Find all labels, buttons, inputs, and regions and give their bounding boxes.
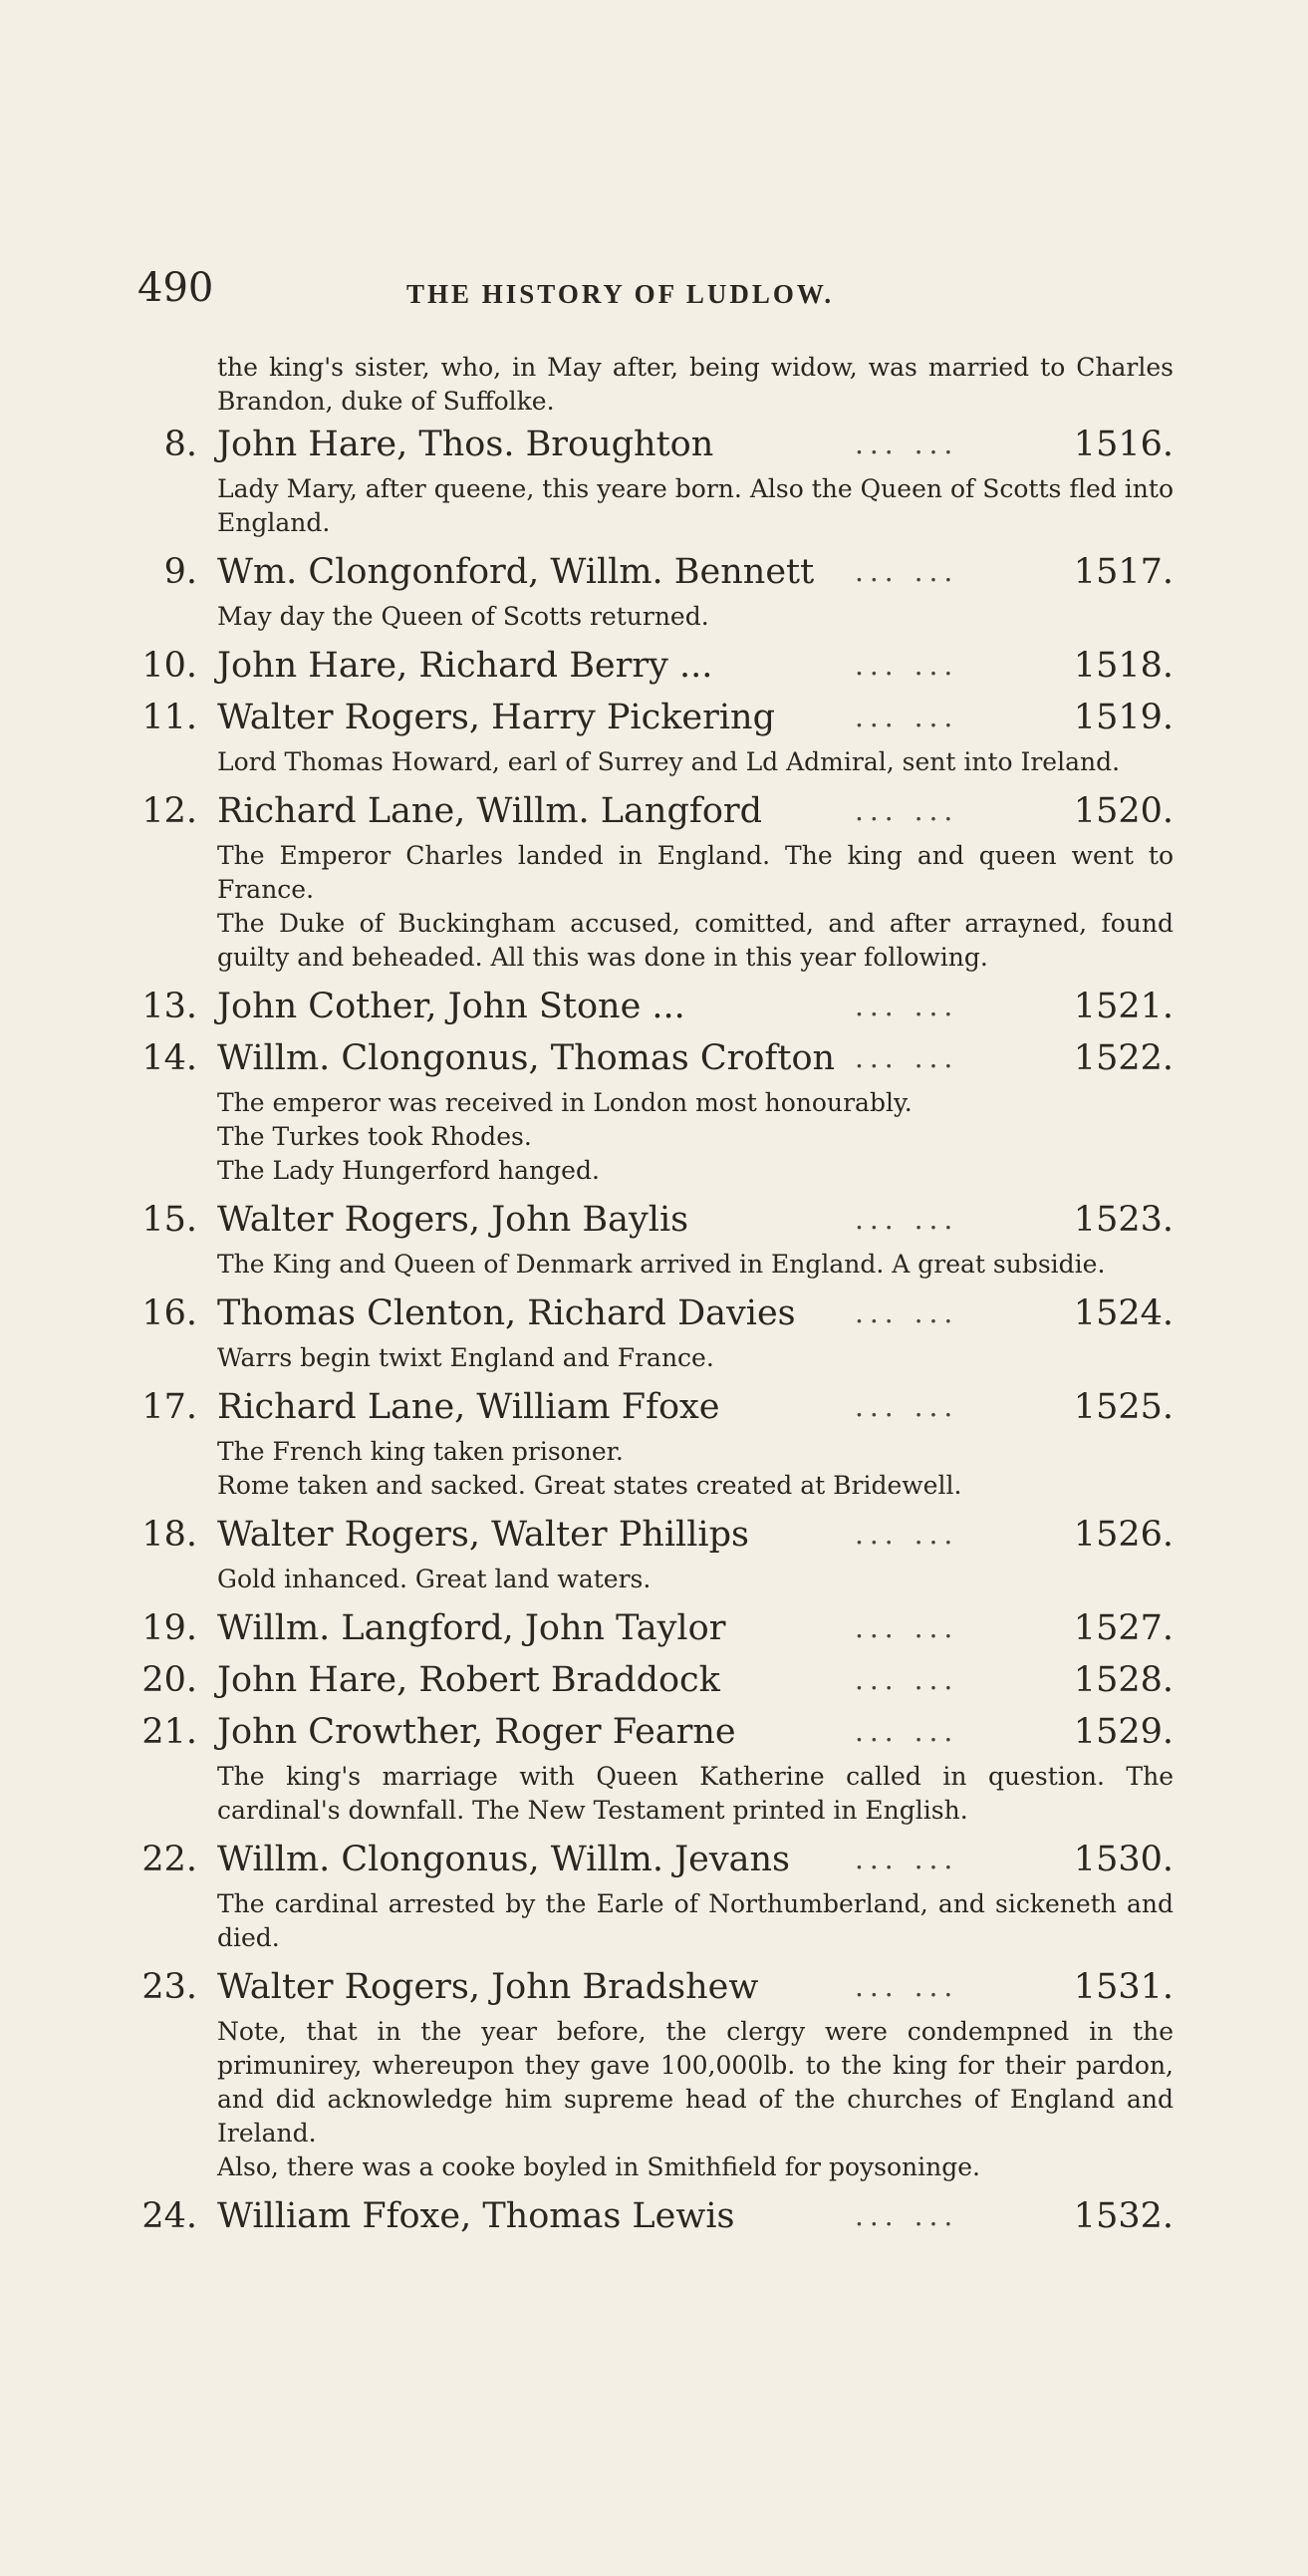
chronicle-entry xyxy=(137,546,1174,598)
chronicle-entry xyxy=(137,785,1174,837)
entry-year: 1518. xyxy=(1073,646,1174,686)
chronicle-entry xyxy=(137,1961,1174,2013)
chronicle-entry xyxy=(137,1288,1174,1339)
entry-names: William Ffoxe, Thomas Lewis xyxy=(217,2196,735,2236)
chronicle-entry xyxy=(137,1602,1174,1654)
entry-names: Walter Rogers, Harry Pickering xyxy=(217,698,775,737)
entry-leader-dots: ... ... xyxy=(855,428,959,460)
entry-note-text: The cardinal arrested by the Earle of Northumberland, and sickeneth and died. xyxy=(217,1889,1174,1952)
entry-year: 1526. xyxy=(1073,1515,1174,1555)
chronicle-entry xyxy=(137,692,1174,743)
entry-number: 23. xyxy=(141,1967,197,2007)
entry-names: John Crowther, Roger Fearne xyxy=(217,1712,736,1752)
chronicle-entry xyxy=(137,1509,1174,1561)
entry-note-text: The King and Queen of Denmark arrived in England. A great subsidie. xyxy=(217,1250,1106,1279)
entry-note xyxy=(217,1887,1174,1955)
entry-leader-dots: ... ... xyxy=(855,1203,959,1236)
entry-names: Wm. Clongonford, Willm. Bennett xyxy=(217,552,815,592)
entry-year: 1528. xyxy=(1073,1660,1174,1700)
chronicle-entry xyxy=(137,2190,1174,2242)
entry-note-text: The French king taken prisoner. xyxy=(217,1437,624,1466)
entry-year: 1525. xyxy=(1073,1387,1174,1427)
entry-note-text: Rome taken and sacked. Great states created at Bridewell. xyxy=(217,1471,962,1500)
entry-year: 1523. xyxy=(1073,1200,1174,1240)
chronicle-entry xyxy=(137,640,1174,692)
entry-leader-dots: ... ... xyxy=(855,555,959,588)
entry-note xyxy=(217,1435,1174,1503)
entry-names: John Hare, Richard Berry ... xyxy=(217,646,713,686)
entry-note-text: Also, there was a cooke boyled in Smithfield for poysoninge. xyxy=(217,2152,980,2181)
entry-note xyxy=(217,745,1174,779)
entry-number: 19. xyxy=(141,1608,197,1648)
chronicle-entry xyxy=(137,419,1174,470)
entry-note-text: Lord Thomas Howard, earl of Surrey and Ld Admiral, sent into Ireland. xyxy=(217,747,1121,776)
entry-note-text: The Lady Hungerford hanged. xyxy=(217,1156,600,1185)
entry-names: John Hare, Robert Braddock xyxy=(217,1660,720,1700)
chronicle-entry xyxy=(137,1194,1174,1246)
entry-year: 1531. xyxy=(1073,1967,1174,2007)
entry-note-text: The king's marriage with Queen Katherine called in question. The cardinal's downfall. The New Testament printed in English. xyxy=(217,1762,1174,1825)
running-title: THE HISTORY OF LUDLOW. xyxy=(406,279,835,309)
entry-note xyxy=(217,1248,1174,1282)
chronicle-entry xyxy=(137,1834,1174,1885)
entry-year: 1516. xyxy=(1073,425,1174,464)
entry-names: Walter Rogers, John Bradshew xyxy=(217,1967,759,2007)
entry-names: Richard Lane, Willm. Langford xyxy=(217,791,763,831)
entry-number: 13. xyxy=(141,987,197,1026)
page-header xyxy=(137,265,1174,325)
entry-note xyxy=(217,1563,1174,1596)
chronicle-entry xyxy=(137,981,1174,1032)
entry-year: 1529. xyxy=(1073,1712,1174,1752)
entry-leader-dots: ... ... xyxy=(855,1663,959,1696)
entry-leader-dots: ... ... xyxy=(855,1390,959,1423)
entry-note-text: The Duke of Buckingham accused, comitted, and after arrayned, found guilty and beheaded. All this was done in this year following. xyxy=(217,909,1174,972)
entry-leader-dots: ... ... xyxy=(855,990,959,1022)
entry-number: 15. xyxy=(141,1200,197,1240)
entry-number: 14. xyxy=(141,1038,197,1078)
intro-note xyxy=(217,351,1174,419)
entry-leader-dots: ... ... xyxy=(855,701,959,733)
entry-leader-dots: ... ... xyxy=(855,1715,959,1748)
entry-note-text: Note, that in the year before, the clergy were condempned in the primunirey, whereupon they gave 100,000lb. to the king for their pardon, and did acknowledge him supreme head of the churches of England and Ireland. xyxy=(217,2017,1174,2147)
entry-note-text: The emperor was received in London most honourably. xyxy=(217,1088,913,1117)
entry-names: Willm. Clongonus, Willm. Jevans xyxy=(217,1840,791,1879)
chronicle-entry xyxy=(137,1654,1174,1706)
entry-year: 1530. xyxy=(1073,1840,1174,1879)
entry-year: 1522. xyxy=(1073,1038,1174,1078)
entry-note-text: Warrs begin twixt England and France. xyxy=(217,1343,714,1372)
entry-number: 20. xyxy=(141,1660,197,1700)
entry-leader-dots: ... ... xyxy=(855,1518,959,1551)
entry-note xyxy=(217,472,1174,540)
entry-leader-dots: ... ... xyxy=(855,1611,959,1644)
entry-names: Willm. Langford, John Taylor xyxy=(217,1608,726,1648)
entry-year: 1521. xyxy=(1073,987,1174,1026)
entry-names: John Hare, Thos. Broughton xyxy=(217,425,714,464)
entry-note-text: May day the Queen of Scotts returned. xyxy=(217,602,709,631)
entry-number: 10. xyxy=(141,646,197,686)
entry-note-text: The Emperor Charles landed in England. The king and queen went to France. xyxy=(217,841,1174,904)
entry-number: 16. xyxy=(141,1293,197,1333)
entry-names: Richard Lane, William Ffoxe xyxy=(217,1387,720,1427)
entry-note-text: Gold inhanced. Great land waters. xyxy=(217,1565,652,1593)
entry-number: 24. xyxy=(141,2196,197,2236)
entry-year: 1527. xyxy=(1073,1608,1174,1648)
entry-note-text: The Turkes took Rhodes. xyxy=(217,1122,532,1151)
page-number: 490 xyxy=(137,265,214,311)
entry-note xyxy=(217,2015,1174,2184)
entry-year: 1517. xyxy=(1073,552,1174,592)
entry-note xyxy=(217,839,1174,975)
entry-note xyxy=(217,600,1174,634)
entry-number: 9. xyxy=(163,552,197,592)
entry-year: 1520. xyxy=(1073,791,1174,831)
chronicle-list xyxy=(137,351,1174,2242)
entry-names: Walter Rogers, John Baylis xyxy=(217,1200,689,1240)
entry-note xyxy=(217,1760,1174,1828)
entry-leader-dots: ... ... xyxy=(855,649,959,682)
entry-number: 11. xyxy=(141,698,197,737)
entry-number: 21. xyxy=(141,1712,197,1752)
entry-year: 1524. xyxy=(1073,1293,1174,1333)
chronicle-entry xyxy=(137,1706,1174,1758)
entry-note xyxy=(217,1086,1174,1188)
entry-year: 1519. xyxy=(1073,698,1174,737)
entry-leader-dots: ... ... xyxy=(855,1041,959,1074)
entry-leader-dots: ... ... xyxy=(855,1970,959,2003)
entry-names: Walter Rogers, Walter Phillips xyxy=(217,1515,749,1555)
entry-leader-dots: ... ... xyxy=(855,1843,959,1875)
entry-leader-dots: ... ... xyxy=(855,2199,959,2232)
entry-number: 8. xyxy=(163,425,197,464)
entry-names: Thomas Clenton, Richard Davies xyxy=(217,1293,796,1333)
chronicle-entry xyxy=(137,1032,1174,1084)
entry-leader-dots: ... ... xyxy=(855,794,959,827)
entry-number: 12. xyxy=(141,791,197,831)
entry-names: John Cother, John Stone ... xyxy=(217,987,685,1026)
chronicle-entry xyxy=(137,1381,1174,1433)
entry-note-text: Lady Mary, after queene, this yeare born. Also the Queen of Scotts fled into England. xyxy=(217,474,1174,537)
entry-number: 22. xyxy=(141,1840,197,1879)
entry-names: Willm. Clongonus, Thomas Crofton xyxy=(217,1038,836,1078)
entry-number: 18. xyxy=(141,1515,197,1555)
entry-leader-dots: ... ... xyxy=(855,1296,959,1329)
intro-note-text: the king's sister, who, in May after, being widow, was married to Charles Brandon, duke of Suffolke. xyxy=(217,353,1174,416)
entry-year: 1532. xyxy=(1073,2196,1174,2236)
entry-note xyxy=(217,1341,1174,1375)
entry-number: 17. xyxy=(141,1387,197,1427)
